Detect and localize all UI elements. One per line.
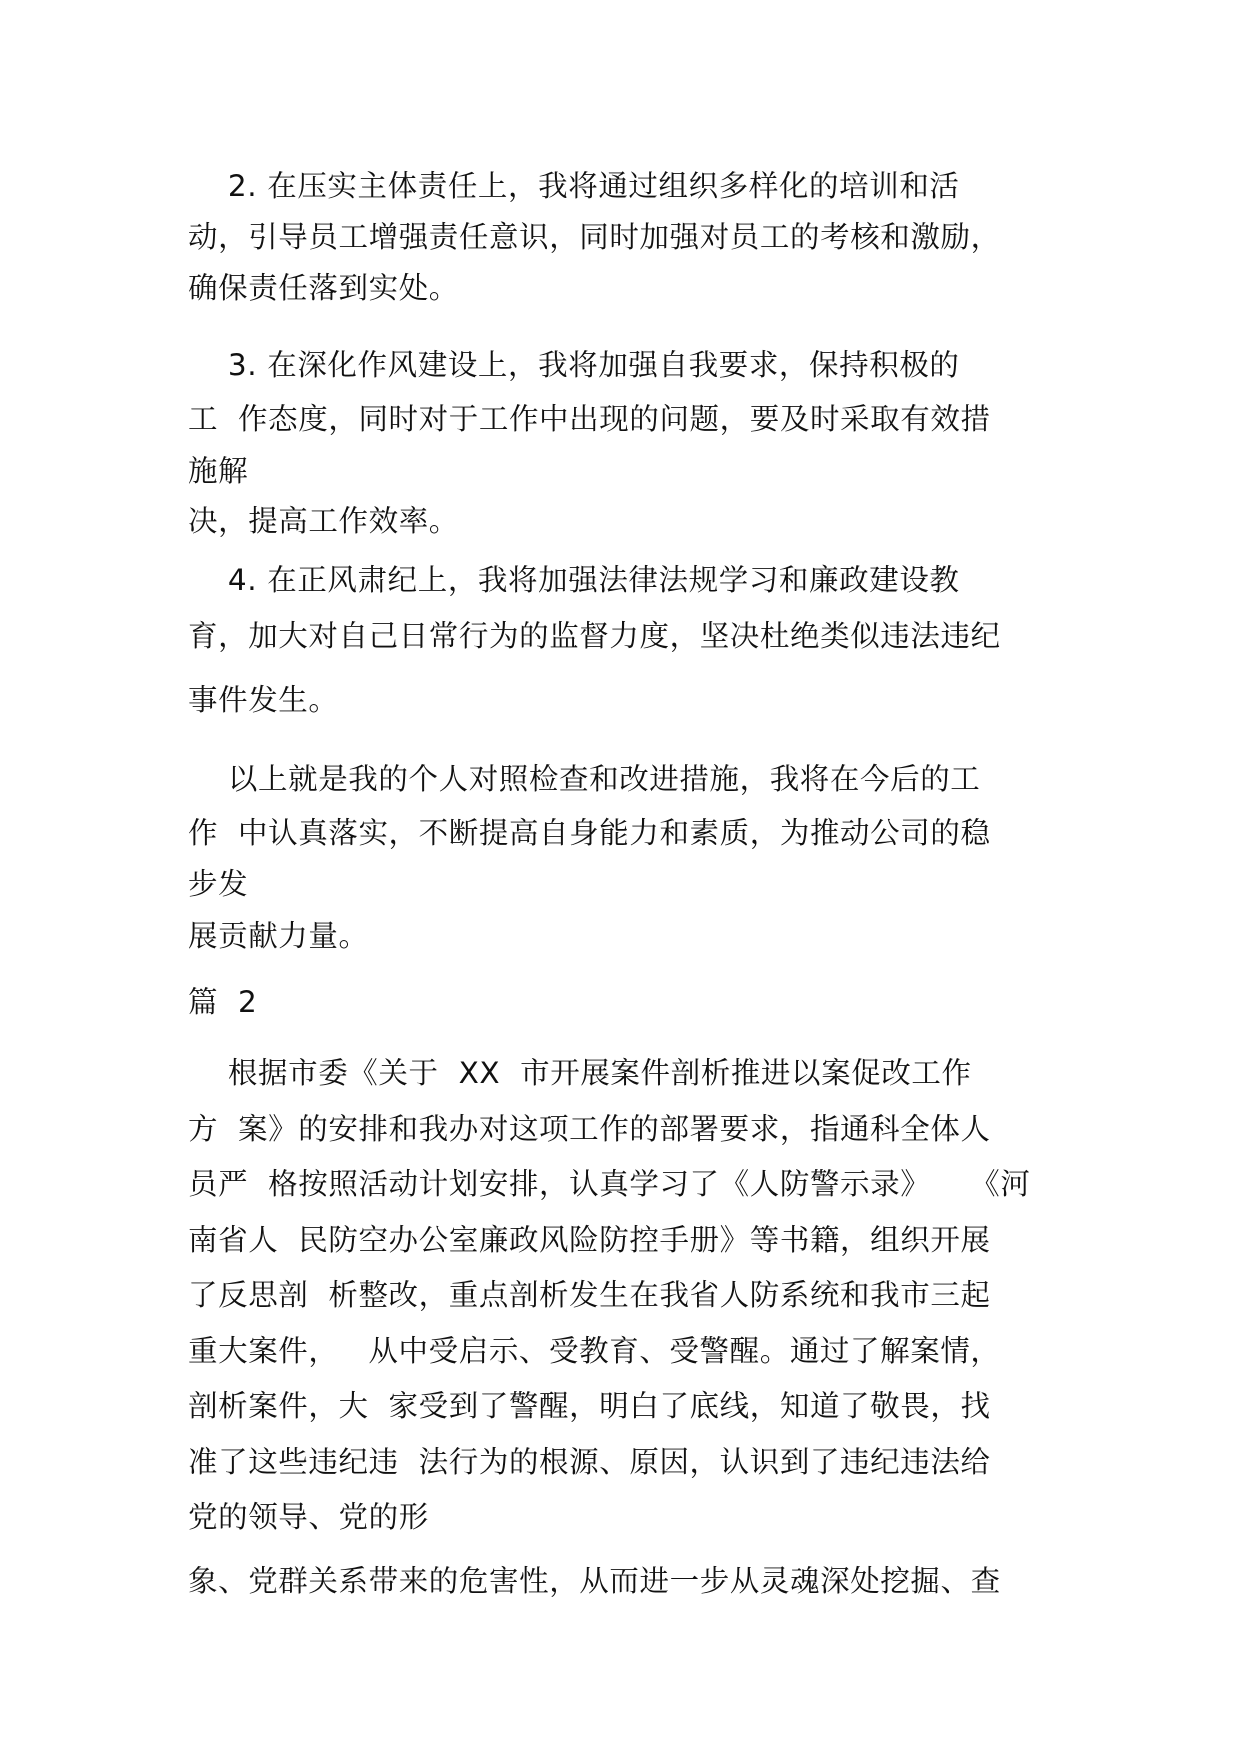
text-line: 方 案》的安排和我办对这项工作的部署要求，指通科全体人	[188, 1112, 991, 1146]
text-line: 施解	[188, 454, 249, 488]
text-line: 步发	[188, 867, 249, 901]
text-line: 准了这些违纪违 法行为的根源、原因，认识到了违纪违法给	[188, 1445, 991, 1479]
text-line: 重大案件， 从中受启示、受教育、受警醒。通过了解案情，	[188, 1334, 1001, 1368]
text-line: 根据市委《关于 XX 市开展案件剖析推进以案促改工作	[188, 1056, 972, 1090]
text-line: 南省人 民防空办公室廉政风险防控手册》等书籍，组织开展	[188, 1223, 991, 1257]
section-heading: 篇 2	[188, 985, 258, 1019]
text-line: 事件发生。	[188, 683, 339, 717]
text-line: 育，加大对自己日常行为的监督力度，坚决杜绝类似违法违纪	[188, 619, 1001, 653]
text-line: 决，提高工作效率。	[188, 504, 459, 538]
text-line: 作 中认真落实，不断提高自身能力和素质，为推动公司的稳	[188, 816, 991, 850]
text-line: 党的领导、党的形	[188, 1500, 429, 1534]
text-line: 员严 格按照活动计划安排，认真学习了《人防警示录》 《河	[188, 1167, 1031, 1201]
text-line: 4. 在正风肃纪上，我将加强法律法规学习和廉政建设教	[188, 563, 960, 597]
text-line: 3. 在深化作风建设上，我将加强自我要求，保持积极的	[188, 348, 960, 382]
text-line: 象、党群关系带来的危害性，从而进一步从灵魂深处挖掘、查	[188, 1564, 1001, 1598]
text-line: 了反思剖 析整改，重点剖析发生在我省人防系统和我市三起	[188, 1278, 991, 1312]
text-line: 动，引导员工增强责任意识，同时加强对员工的考核和激励，	[188, 220, 1001, 254]
text-line: 确保责任落到实处。	[188, 271, 459, 305]
text-line: 剖析案件，大 家受到了警醒，明白了底线，知道了敬畏，找	[188, 1389, 991, 1423]
text-line: 2. 在压实主体责任上，我将通过组织多样化的培训和活	[188, 169, 960, 203]
text-line: 工 作态度，同时对于工作中出现的问题，要及时采取有效措	[188, 402, 991, 436]
text-line: 以上就是我的个人对照检查和改进措施，我将在今后的工	[188, 762, 981, 796]
text-line: 展贡献力量。	[188, 919, 369, 953]
